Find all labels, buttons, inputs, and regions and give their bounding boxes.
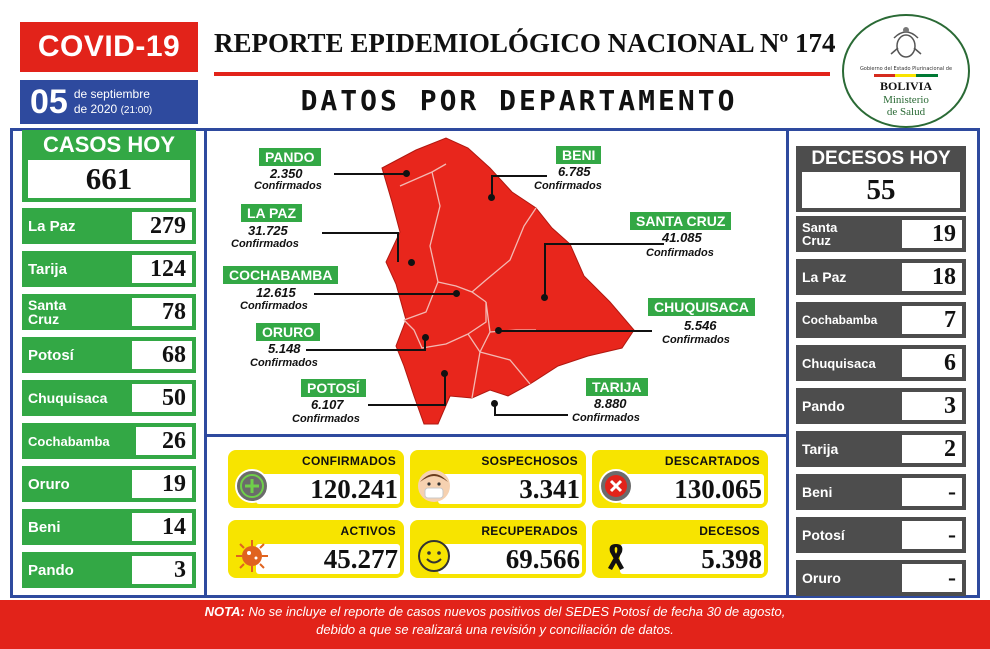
deaths-row-potosi [796, 517, 966, 553]
deaths-row-dept: Beni [802, 484, 833, 500]
map-confirmed-pando: Confirmados [254, 180, 322, 192]
map-label-chuquisaca: CHUQUISACA [648, 298, 755, 316]
deaths-row-dept: Tarija [802, 441, 839, 457]
stat-decesos-label: DECESOS [699, 524, 760, 538]
map-leader-la-paz [397, 232, 399, 262]
emblem-ministry-line2: de Salud [886, 106, 926, 118]
smiley-icon [416, 538, 452, 574]
map-dot-la-paz [408, 259, 415, 266]
report-title: REPORTE EPIDEMIOLÓGICO NACIONAL Nº 174 [214, 28, 836, 58]
map-confirmed-potosi: Confirmados [292, 413, 360, 425]
cases-row-dept: Tarija [28, 260, 67, 278]
map-label-cochabamba: COCHABAMBA [223, 266, 338, 284]
deaths-row-cochabamba [796, 302, 966, 338]
map-leader-potosi [368, 404, 446, 406]
cases-row-santa-cruz [22, 294, 196, 330]
deaths-row-value: 2 [902, 435, 962, 463]
map-confirmed-beni: Confirmados [534, 180, 602, 192]
bolivia-flag-stripe [874, 74, 938, 77]
map-value-oruro: 5.148 [268, 341, 301, 356]
stat-sospechosos-value: 3.341 [519, 474, 580, 504]
map-label-la-paz: LA PAZ [241, 204, 302, 222]
deaths-row-dept: Cochabamba [802, 313, 878, 327]
emblem-government-text: Gobierno del Estado Plurinacional de [859, 65, 953, 72]
emblem-country: BOLIVIA [879, 78, 932, 93]
map-leader-oruro [424, 337, 426, 351]
map-leader-la-paz [322, 232, 398, 234]
deaths-row-pando [796, 388, 966, 424]
deaths-row-value: 19 [902, 220, 962, 248]
page-subtitle: DATOS POR DEPARTAMENTO [300, 84, 738, 117]
divider [204, 128, 207, 598]
emblem-ministry [883, 94, 929, 118]
map-leader-beni [491, 175, 547, 177]
map-label-potosi: POTOSÍ [301, 379, 366, 397]
cases-row-value: 3 [132, 556, 192, 584]
stat-sospechosos-label: SOSPECHOSOS [481, 454, 578, 468]
map-leader-potosi [444, 373, 446, 406]
map-leader-oruro [306, 349, 426, 351]
deaths-row-la-paz [796, 259, 966, 295]
cases-row-dept: Santa Cruz [28, 297, 67, 327]
map-confirmed-santa-cruz: Confirmados [646, 247, 714, 259]
cases-row-oruro [22, 466, 196, 502]
map-leader-santa-cruz [544, 243, 664, 245]
cases-row-la-paz [22, 208, 196, 244]
stat-confirmados-label: CONFIRMADOS [302, 454, 396, 468]
report-date [20, 80, 198, 124]
map-confirmed-chuquisaca: Confirmados [662, 334, 730, 346]
stat-recuperados-label: RECUPERADOS [481, 524, 578, 538]
stat-recuperados-value: 69.566 [505, 544, 580, 574]
deaths-row-value: 3 [902, 392, 962, 420]
cases-row-value: 19 [132, 470, 192, 498]
stat-confirmados-value: 120.241 [310, 474, 398, 504]
stat-descartados-value: 130.065 [674, 474, 762, 504]
cases-row-cochabamba [22, 423, 196, 459]
divider [786, 128, 789, 598]
map-value-potosi: 6.107 [311, 397, 344, 412]
mourning-ribbon-icon [598, 538, 634, 574]
cases-row-value: 279 [132, 212, 192, 240]
deaths-row-beni [796, 474, 966, 510]
stat-decesos-value: 5.398 [701, 544, 762, 574]
map-leader-tarija [494, 414, 568, 416]
coat-of-arms-icon [886, 24, 926, 64]
deaths-row-chuquisaca [796, 345, 966, 381]
date-month: de septiembre [73, 87, 150, 102]
map-confirmed-tarija: Confirmados [572, 412, 640, 424]
deaths-row-value: 18 [902, 263, 962, 291]
map-leader-pando [334, 173, 406, 175]
deaths-row-dept: Pando [802, 398, 845, 414]
cases-row-dept: Cochabamba [28, 433, 110, 449]
deaths-row-santa-cruz [796, 216, 966, 252]
stat-sospechosos [410, 450, 586, 508]
stat-activos-label: ACTIVOS [340, 524, 396, 538]
deaths-row-tarija [796, 431, 966, 467]
cases-row-potosi [22, 337, 196, 373]
cases-row-tarija [22, 251, 196, 287]
cases-row-dept: La Paz [28, 217, 76, 235]
cases-row-dept: Beni [28, 518, 61, 536]
map-leader-santa-cruz [544, 244, 546, 296]
map-confirmed-cochabamba: Confirmados [240, 300, 308, 312]
stat-recuperados [410, 520, 586, 578]
map-confirmed-la-paz: Confirmados [231, 238, 299, 250]
cases-row-pando [22, 552, 196, 588]
x-circle-icon [598, 468, 634, 504]
virus-icon [234, 538, 270, 574]
cases-row-value: 78 [132, 298, 192, 326]
cases-row-value: 68 [132, 341, 192, 369]
cases-row-dept: Pando [28, 561, 74, 579]
map-label-pando: PANDO [259, 148, 321, 166]
title-underline [214, 72, 830, 76]
stat-descartados-label: DESCARTADOS [664, 454, 760, 468]
divider [207, 434, 786, 437]
map-value-tarija: 8.880 [594, 396, 627, 411]
stat-decesos [592, 520, 768, 578]
deaths-row-value: - [902, 564, 962, 592]
footer-note-line2: debido a que se realizará una revisión y conciliación de datos. [316, 621, 674, 637]
stat-activos [228, 520, 404, 578]
map-label-tarija: TARIJA [586, 378, 648, 396]
deaths-row-value: - [902, 521, 962, 549]
deaths-row-dept: Oruro [802, 570, 841, 586]
map-leader-chuquisaca [498, 330, 652, 332]
cases-today-value: 661 [85, 161, 133, 196]
cases-row-value: 124 [132, 255, 192, 283]
date-time: (21:00) [120, 104, 153, 116]
map-value-la-paz: 31.725 [248, 223, 288, 238]
deaths-row-value: - [902, 478, 962, 506]
footer-note-label: NOTA: [204, 604, 245, 619]
map-label-beni: BENI [556, 146, 601, 164]
map-value-cochabamba: 12.615 [256, 285, 296, 300]
masked-face-icon [416, 468, 452, 504]
map-label-oruro: ORURO [256, 323, 320, 341]
cases-row-beni [22, 509, 196, 545]
cases-row-value: 14 [132, 513, 192, 541]
deaths-row-value: 7 [902, 306, 962, 334]
map-label-santa-cruz: SANTA CRUZ [630, 212, 731, 230]
cases-row-chuquisaca [22, 380, 196, 416]
map-value-chuquisaca: 5.546 [684, 318, 717, 333]
deaths-today-value: 55 [866, 174, 896, 206]
emblem-ministry-line1: Ministerio [883, 93, 929, 106]
deaths-today-label: DECESOS HOY [811, 148, 951, 169]
map-value-santa-cruz: 41.085 [662, 230, 702, 245]
map-value-beni: 6.785 [558, 164, 591, 179]
deaths-row-dept: La Paz [802, 269, 847, 285]
map-leader-cochabamba [314, 293, 456, 295]
map-leader-beni [491, 176, 493, 196]
cases-row-dept: Oruro [28, 475, 70, 493]
covid-title: COVID-19 [20, 22, 198, 72]
footer-note [100, 603, 890, 638]
ministry-emblem [842, 14, 970, 128]
plus-circle-icon [234, 468, 270, 504]
date-text [74, 87, 152, 116]
deaths-row-dept: Potosí [802, 527, 845, 543]
deaths-row-dept: Chuquisaca [802, 355, 876, 371]
date-day: 05 [30, 83, 68, 121]
cases-row-value: 26 [136, 427, 192, 455]
cases-row-value: 50 [132, 384, 192, 412]
cases-row-dept: Potosí [28, 346, 74, 364]
footer-note-line1: No se incluye el reporte de casos nuevos positivos del SEDES Potosí de fecha 30 de agosto, [248, 604, 786, 619]
cases-today-label: CASOS HOY [42, 132, 176, 157]
deaths-row-value: 6 [902, 349, 962, 377]
cases-row-dept: Chuquisaca [28, 390, 108, 406]
deaths-row-oruro [796, 560, 966, 596]
stat-descartados [592, 450, 768, 508]
date-year: de 2020 [73, 101, 118, 116]
map-confirmed-oruro: Confirmados [250, 357, 318, 369]
map-value-pando: 2.350 [270, 166, 303, 181]
stat-activos-value: 45.277 [323, 544, 398, 574]
deaths-row-dept: Santa Cruz [802, 220, 838, 248]
stat-confirmados [228, 450, 404, 508]
